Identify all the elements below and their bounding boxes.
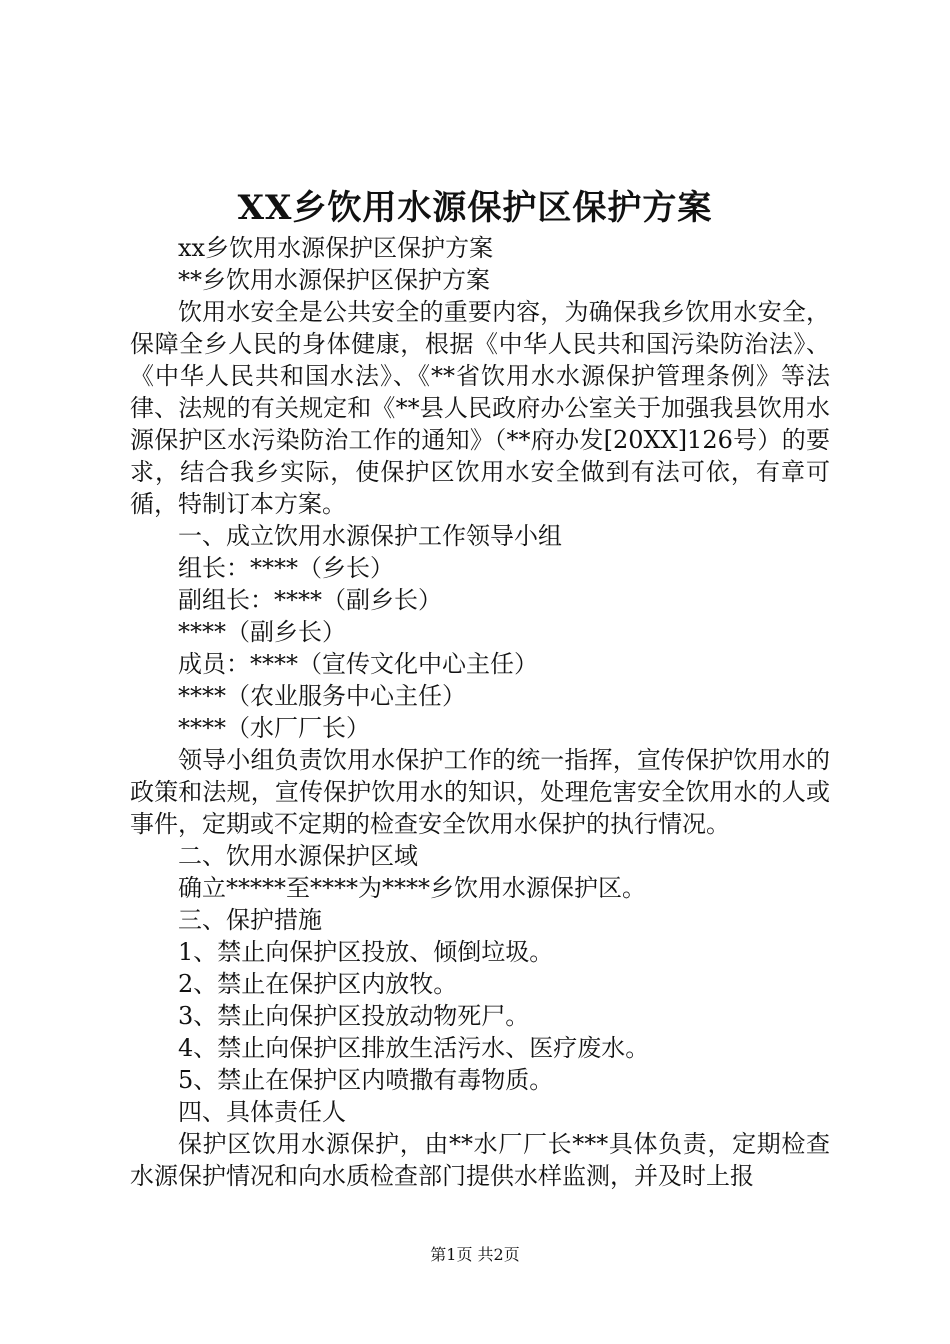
list-item: 1、禁止向保护区投放、倾倒垃圾。 xyxy=(178,938,554,966)
section-heading: 四、具体责任人 xyxy=(178,1098,346,1126)
list-item: 5、禁止在保护区内喷撒有毒物质。 xyxy=(178,1066,554,1094)
paragraph: xx乡饮用水源保护区保护方案 xyxy=(178,234,494,262)
section-heading: 三、保护措施 xyxy=(178,906,322,934)
paragraph: 饮用水安全是公共安全的重要内容，为确保我乡饮用水安全，保障全乡人民的身体健康，根据《中华人民共和国污染防治法》、《中华人民共和国水法》、《**省饮用水水源保护管理条例》等法律、法规的有关规定和《**县人民政府办公室关于加强我县饮用水源保护区水污染防治工作的通知》（**府办发[20XX]126号）的要求，结合我乡实际，使保护区饮用水安全做到有法可依，有章可循，特制订本方案。 xyxy=(130,298,830,518)
paragraph: 保护区饮用水源保护，由**水厂厂长***具体负责，定期检查水源保护情况和向水质检查部门提供水样监测，并及时上报 xyxy=(130,1130,830,1190)
paragraph: ****（水厂厂长） xyxy=(178,714,370,742)
paragraph: ****（副乡长） xyxy=(178,618,346,646)
paragraph: 组长：****（乡长） xyxy=(178,554,394,582)
list-item: 2、禁止在保护区内放牧。 xyxy=(178,970,458,998)
paragraph: **乡饮用水源保护区保护方案 xyxy=(178,266,490,294)
paragraph: 领导小组负责饮用水保护工作的统一指挥，宣传保护饮用水的政策和法规，宣传保护饮用水的知识，处理危害安全饮用水的人或事件，定期或不定期的检查安全饮用水保护的执行情况。 xyxy=(130,746,830,838)
list-item: 3、禁止向保护区投放动物死尸。 xyxy=(178,1002,530,1030)
paragraph: 确立*****至****为****乡饮用水源保护区。 xyxy=(178,874,646,902)
document-title: XX乡饮用水源保护区保护方案 xyxy=(237,188,713,228)
document-body xyxy=(130,232,830,1192)
section-heading: 一、成立饮用水源保护工作领导小组 xyxy=(178,522,562,550)
page-footer: 第1页 共2页 xyxy=(430,1245,520,1264)
paragraph: ****（农业服务中心主任） xyxy=(178,682,466,710)
paragraph: 副组长：****（副乡长） xyxy=(178,586,442,614)
paragraph: 成员：****（宣传文化中心主任） xyxy=(178,650,538,678)
list-item: 4、禁止向保护区排放生活污水、医疗废水。 xyxy=(178,1034,650,1062)
section-heading: 二、饮用水源保护区域 xyxy=(178,842,418,870)
